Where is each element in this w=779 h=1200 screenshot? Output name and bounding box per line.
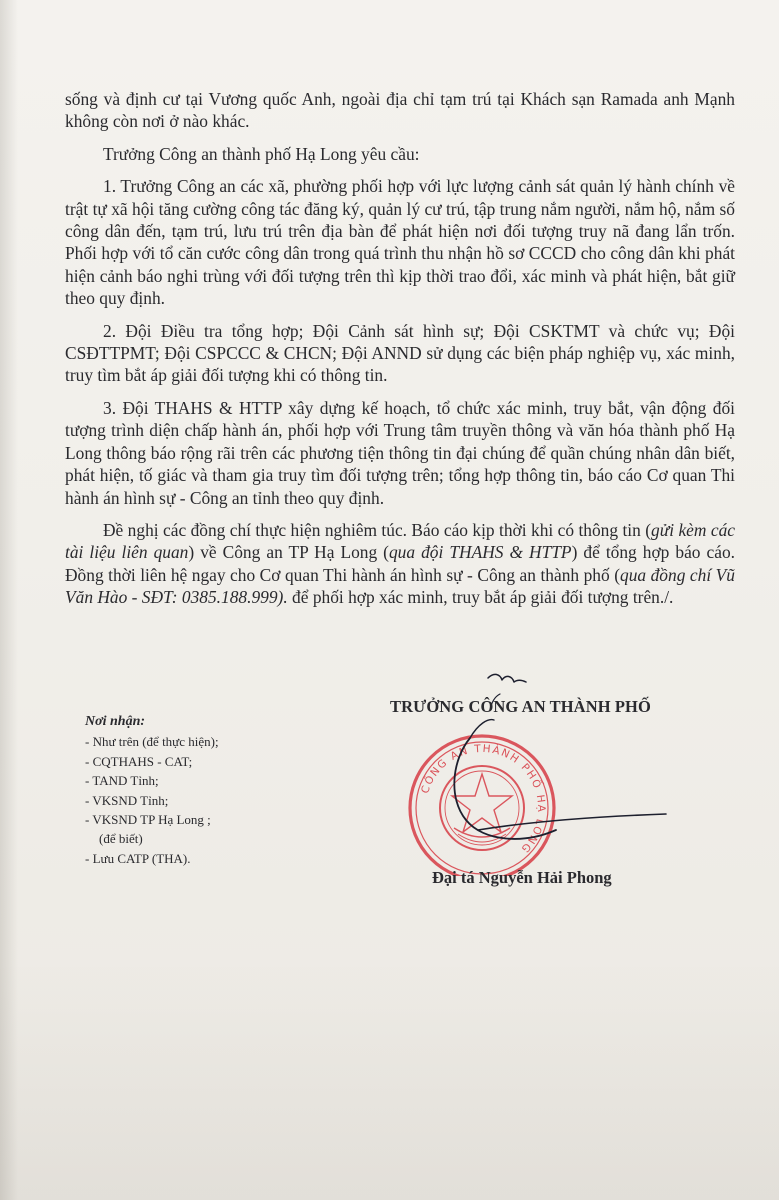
seal-text: CÔNG AN THÀNH PHỐ HẠ LONG: [419, 742, 548, 856]
recipients-title: Nơi nhận:: [85, 714, 146, 729]
recipient-item-note: (để biết): [99, 831, 143, 847]
paragraph-final: [65, 519, 735, 609]
document-body: [65, 88, 735, 619]
signer-name: Đại tá Nguyễn Hải Phong: [432, 868, 612, 887]
recipient-item: - Lưu CATP (THA).: [85, 850, 191, 866]
recipient-item: - CQTHAHS - CAT;: [85, 753, 193, 769]
paragraph-request-intro: Trưởng Công an thành phố Hạ Long yêu cầu:: [103, 143, 420, 164]
paragraph-item-1: 1. Trưởng Công an các xã, phường phối hợp với lực lượng cảnh sát quản lý hành chính về trật tự xã hội tăng cường công tác đăng ký, quản lý cư trú, tập trung nắm người, nắm hộ, nắm số công dân đến, tạm trú, lưu trú trên địa bàn để phát hiện nơi đối tượng truy nã đang lẩn trốn. Phối hợp với tổ căn cước công dân trong quá trình thu nhận hồ sơ CCCD cho công dân khi phát hiện cảnh báo nghi trùng với đối tượng trên thì kịp thời trao đổi, xác minh và phát hiện, bắt giữ theo quy định.: [65, 176, 735, 309]
recipient-item: - TAND Tỉnh;: [85, 773, 159, 789]
recipient-item: - VKSND Tỉnh;: [85, 792, 169, 808]
paragraph-continuation: sống và định cư tại Vương quốc Anh, ngoài địa chỉ tạm trú tại Khách sạn Ramada anh Mạnh không còn nơi ở nào khác.: [65, 89, 735, 132]
recipients-block: [85, 712, 345, 868]
final-italic-2: qua đội THAHS & HTTP: [388, 542, 572, 563]
paragraph-item-3: 3. Đội THAHS & HTTP xây dựng kế hoạch, tổ chức xác minh, truy bắt, vận động đối tượng trình diện chấp hành án, phối hợp với Trung tâm truyền thông và văn hóa thành phố Hạ Long thông báo rộng rãi trên các phương tiện thông tin đại chúng để quần chúng nhân dân biết, phát hiện, tố giác và tham gia truy tìm đối tượng trên; tổng hợp thông tin, báo cáo Cơ quan Thi hành án hình sự - Công an tỉnh theo quy định.: [65, 397, 735, 508]
final-italic-1: gửi kèm các tài liệu liên quan: [65, 519, 735, 563]
paragraph-item-2: 2. Đội Điều tra tổng hợp; Đội Cảnh sát hình sự; Đội CSKTMT và chức vụ; Đội CSĐTTPMT; Đội CSPCCC & CHCN; Đội ANND sử dụng các biện pháp nghiệp vụ, xác minh, truy tìm bắt áp giải đối tượng khi có thông tin.: [65, 320, 735, 386]
final-text-3: ) để tổng hợp báo cáo. Đồng thời liên hệ ngay cho Cơ quan Thi hành án hình sự - Công an thành phố (: [65, 542, 735, 585]
final-text-2: ) về Công an TP Hạ Long (: [188, 542, 389, 563]
final-italic-3: qua đồng chí Vũ Văn Hào - SĐT: 0385.188.999).: [65, 564, 735, 608]
final-text-4: để phối hợp xác minh, truy bắt áp giải đối tượng trên./.: [287, 587, 674, 608]
recipient-item: - Như trên (để thực hiện);: [85, 734, 219, 750]
paper-shading: [0, 960, 779, 1200]
final-text-1: Đề nghị các đồng chí thực hiện nghiêm túc. Báo cáo kịp thời khi có thông tin (: [103, 519, 652, 540]
signer-title: TRƯỞNG CÔNG AN THÀNH PHỐ: [390, 697, 651, 716]
recipient-item: - VKSND TP Hạ Long ;: [85, 812, 211, 828]
